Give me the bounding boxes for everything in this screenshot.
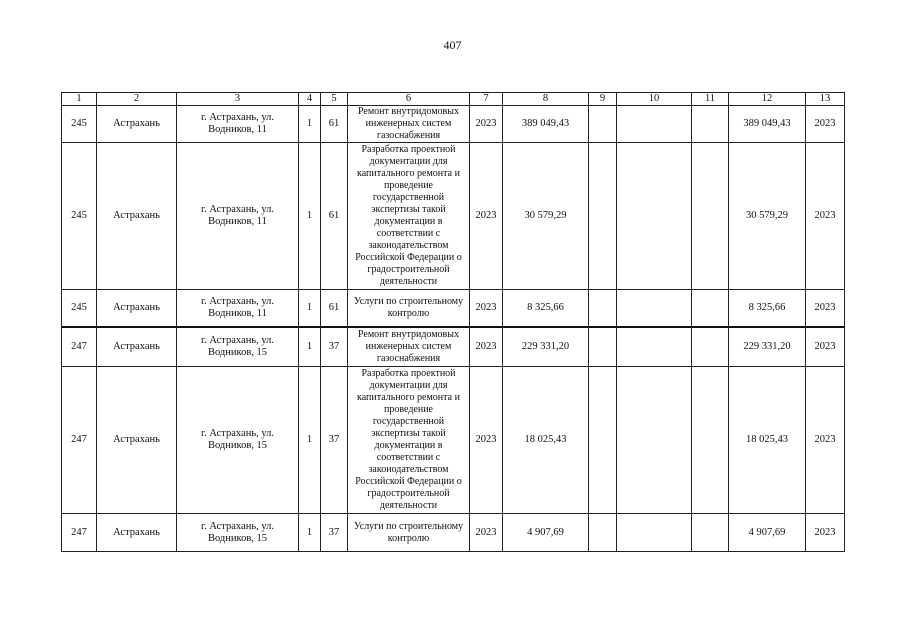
year-cell: 2023 xyxy=(470,290,503,327)
total-cell: 18 025,43 xyxy=(729,367,806,514)
column-header: 1 xyxy=(62,93,97,106)
cell-col-4: 1 xyxy=(299,367,321,514)
table-row xyxy=(62,143,845,290)
address-cell: г. Астрахань, ул. Водников, 15 xyxy=(177,327,299,367)
column-number-header-row xyxy=(62,93,845,106)
cell-col-5: 37 xyxy=(321,367,348,514)
cell-col-11 xyxy=(692,514,729,552)
cost-cell: 30 579,29 xyxy=(503,143,589,290)
row-number-cell: 247 xyxy=(62,327,97,367)
city-cell: Астрахань xyxy=(97,514,177,552)
column-header: 3 xyxy=(177,93,299,106)
year-cell: 2023 xyxy=(470,367,503,514)
row-number-cell: 245 xyxy=(62,106,97,143)
column-header: 7 xyxy=(470,93,503,106)
total-cell: 4 907,69 xyxy=(729,514,806,552)
cell-col-11 xyxy=(692,290,729,327)
cell-col-5: 61 xyxy=(321,290,348,327)
row-number-cell: 247 xyxy=(62,514,97,552)
cell-col-4: 1 xyxy=(299,327,321,367)
column-header: 5 xyxy=(321,93,348,106)
cell-col-9 xyxy=(589,514,617,552)
registry-table xyxy=(61,92,845,552)
total-cell: 389 049,43 xyxy=(729,106,806,143)
address-cell: г. Астрахань, ул. Водников, 11 xyxy=(177,143,299,290)
cell-col-9 xyxy=(589,290,617,327)
city-cell: Астрахань xyxy=(97,143,177,290)
cost-cell: 389 049,43 xyxy=(503,106,589,143)
work-type-cell: Услуги по строительному контролю xyxy=(348,290,470,327)
page-number: 407 xyxy=(443,38,462,52)
total-cell: 30 579,29 xyxy=(729,143,806,290)
cell-col-9 xyxy=(589,106,617,143)
work-type-cell: Разработка проектной документации для капитального ремонта и проведение государственной экспертизы такой документации в соответствии с законодательством Российской Федерации о градостроительной деятельности xyxy=(348,143,470,290)
cell-col-9 xyxy=(589,327,617,367)
row-number-cell: 247 xyxy=(62,367,97,514)
address-cell: г. Астрахань, ул. Водников, 11 xyxy=(177,106,299,143)
row-number-cell: 245 xyxy=(62,290,97,327)
column-header: 6 xyxy=(348,93,470,106)
cell-col-10 xyxy=(617,514,692,552)
cell-col-11 xyxy=(692,327,729,367)
table-row xyxy=(62,106,845,143)
column-header: 12 xyxy=(729,93,806,106)
completion-year-cell: 2023 xyxy=(806,514,845,552)
completion-year-cell: 2023 xyxy=(806,367,845,514)
cost-cell: 229 331,20 xyxy=(503,327,589,367)
address-cell: г. Астрахань, ул. Водников, 15 xyxy=(177,514,299,552)
year-cell: 2023 xyxy=(470,327,503,367)
cell-col-10 xyxy=(617,143,692,290)
column-header: 9 xyxy=(589,93,617,106)
completion-year-cell: 2023 xyxy=(806,290,845,327)
cell-col-9 xyxy=(589,367,617,514)
table-row xyxy=(62,514,845,552)
table-row xyxy=(62,290,845,327)
cost-cell: 8 325,66 xyxy=(503,290,589,327)
city-cell: Астрахань xyxy=(97,290,177,327)
city-cell: Астрахань xyxy=(97,367,177,514)
cell-col-11 xyxy=(692,367,729,514)
completion-year-cell: 2023 xyxy=(806,143,845,290)
total-cell: 229 331,20 xyxy=(729,327,806,367)
cell-col-4: 1 xyxy=(299,290,321,327)
cell-col-4: 1 xyxy=(299,143,321,290)
city-cell: Астрахань xyxy=(97,327,177,367)
year-cell: 2023 xyxy=(470,514,503,552)
cell-col-10 xyxy=(617,367,692,514)
cell-col-5: 61 xyxy=(321,106,348,143)
row-number-cell: 245 xyxy=(62,143,97,290)
cell-col-10 xyxy=(617,106,692,143)
address-cell: г. Астрахань, ул. Водников, 15 xyxy=(177,367,299,514)
work-type-cell: Разработка проектной документации для капитального ремонта и проведение государственной экспертизы такой документации в соответствии с законодательством Российской Федерации о градостроительной деятельности xyxy=(348,367,470,514)
cell-col-11 xyxy=(692,106,729,143)
cost-cell: 18 025,43 xyxy=(503,367,589,514)
cell-col-11 xyxy=(692,143,729,290)
cell-col-4: 1 xyxy=(299,514,321,552)
cell-col-5: 61 xyxy=(321,143,348,290)
work-type-cell: Ремонт внутридомовых инженерных систем газоснабжения xyxy=(348,327,470,367)
cell-col-5: 37 xyxy=(321,327,348,367)
cell-col-9 xyxy=(589,143,617,290)
table-row xyxy=(62,367,845,514)
completion-year-cell: 2023 xyxy=(806,327,845,367)
cell-col-5: 37 xyxy=(321,514,348,552)
city-cell: Астрахань xyxy=(97,106,177,143)
column-header: 4 xyxy=(299,93,321,106)
cell-col-4: 1 xyxy=(299,106,321,143)
address-cell: г. Астрахань, ул. Водников, 11 xyxy=(177,290,299,327)
column-header: 2 xyxy=(97,93,177,106)
column-header: 10 xyxy=(617,93,692,106)
cost-cell: 4 907,69 xyxy=(503,514,589,552)
column-header: 13 xyxy=(806,93,845,106)
cell-col-10 xyxy=(617,327,692,367)
column-header: 11 xyxy=(692,93,729,106)
total-cell: 8 325,66 xyxy=(729,290,806,327)
table-row xyxy=(62,327,845,367)
completion-year-cell: 2023 xyxy=(806,106,845,143)
work-type-cell: Ремонт внутридомовых инженерных систем газоснабжения xyxy=(348,106,470,143)
work-type-cell: Услуги по строительному контролю xyxy=(348,514,470,552)
cell-col-10 xyxy=(617,290,692,327)
column-header: 8 xyxy=(503,93,589,106)
year-cell: 2023 xyxy=(470,106,503,143)
year-cell: 2023 xyxy=(470,143,503,290)
